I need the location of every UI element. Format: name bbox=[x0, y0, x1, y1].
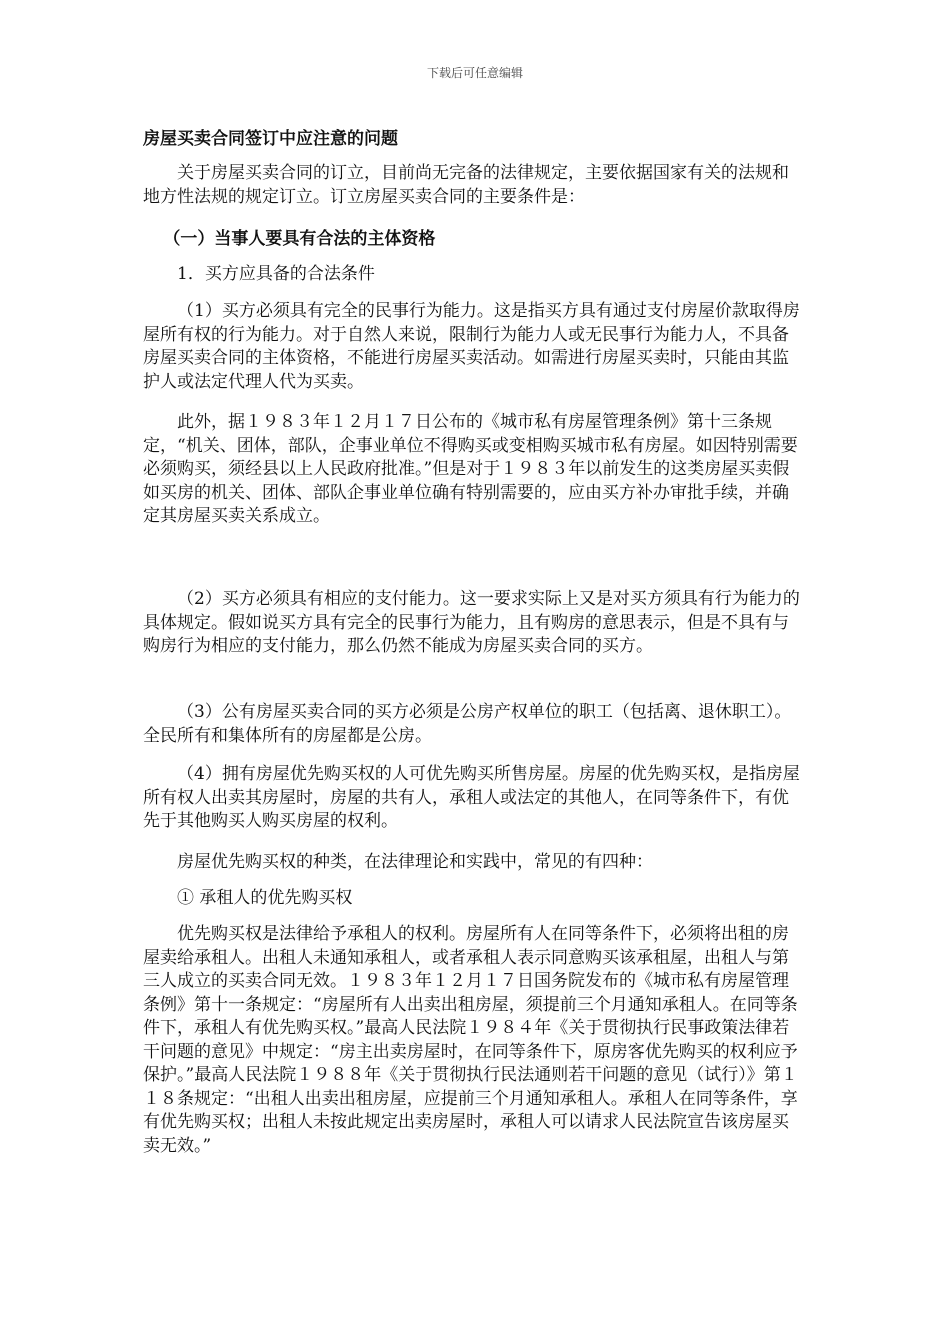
paragraph-buyer-capacity: （1）买方必须具有完全的民事行为能力。这是指买方具有通过支付房屋价款取得房屋所有权的行为能力。对于自然人来说，限制行为能力人或无民事行为能力人，不具备房屋买卖合同的主体资格，不能进行房屋买卖活动。如需进行房屋买卖时，只能由其监护人或法定代理人代为买卖。 bbox=[143, 301, 800, 392]
paragraph-intro: 关于房屋买卖合同的订立，目前尚无完备的法律规定，主要依据国家有关的法规和地方性法规的规定订立。订立房屋买卖合同的主要条件是： bbox=[143, 163, 789, 207]
subsection-heading-1: 1．买方应具备的合法条件 bbox=[177, 264, 375, 284]
list-item-tenant-right: ① 承租人的优先购买权 bbox=[177, 888, 353, 908]
section-heading-1: （一）当事人要具有合法的主体资格 bbox=[163, 229, 436, 249]
paragraph-regulation-1983: 此外，据１９８３年１２月１７日公布的《城市私有房屋管理条例》第十三条规定，“机关、团体，部队，企事业单位不得购买或变相购买城市私有房屋。如因特别需要必须购买，须经县以上人民政府批准。”但是对于１９８３年以前发生的这类房屋买卖假如买房的机关、团体、部队企事业单位确有特别需要的，应由买方补办审批手续，并确定其房屋买卖关系成立。 bbox=[143, 412, 798, 526]
page-header: 下载后可任意编辑 bbox=[426, 66, 523, 80]
document-title: 房屋买卖合同签订中应注意的问题 bbox=[143, 129, 398, 149]
paragraph-public-housing: （3）公有房屋买卖合同的买方必须是公房产权单位的职工（包括离、退休职工）。全民所有和集体所有的房屋都是公房。 bbox=[143, 702, 792, 746]
paragraph-right-types: 房屋优先购买权的种类，在法律理论和实践中，常见的有四种： bbox=[177, 852, 653, 872]
paragraph-payment-ability: （2）买方必须具有相应的支付能力。这一要求实际上又是对买方须具有行为能力的具体规定。假如说买方具有完全的民事行为能力，且有购房的意思表示，但是不具有与购房行为相应的支付能力，那么仍然不能成为房屋买卖合同的买方。 bbox=[143, 589, 800, 656]
paragraph-preemptive-right: （4）拥有房屋优先购买权的人可优先购买所售房屋。房屋的优先购买权，是指房屋所有权人出卖其房屋时，房屋的共有人，承租人或法定的其他人，在同等条件下，有优先于其他购买人购买房屋的权利。 bbox=[143, 764, 800, 831]
paragraph-tenant-right-detail: 优先购买权是法律给予承租人的权利。房屋所有人在同等条件下，必须将出租的房屋卖给承租人。出租人未通知承租人，或者承租人表示同意购买该承租屋，出租人与第三人成立的买卖合同无效。１９８３年１２月１７日国务院发布的《城市私有房屋管理条例》第十一条规定：“房屋所有人出卖出租房屋，须提前三个月通知承租人。在同等条件下，承租人有优先购买权。”最高人民法院１９８４年《关于贯彻执行民事政策法律若干问题的意见》中规定：“房主出卖房屋时，在同等条件下，原房客优先购买的权利应予保护。”最高人民法院１９８８年《关于贯彻执行民法通则若干问题的意见（试行）》第１１８条规定：“出租人出卖出租房屋，应提前三个月通知承租人。承租人在同等条件，享有优先购买权；出租人未按此规定出卖房屋时，承租人可以请求人民法院宣告该房屋买卖无效。” bbox=[143, 924, 798, 1156]
